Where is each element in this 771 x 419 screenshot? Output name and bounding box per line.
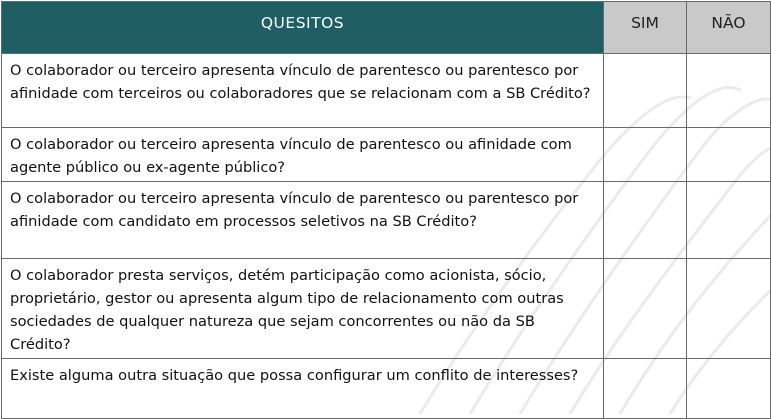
table-row bbox=[2, 54, 771, 128]
header-quesitos: QUESITOS bbox=[2, 2, 604, 54]
table-row bbox=[2, 128, 771, 182]
table-row bbox=[2, 182, 771, 259]
answer-sim-cell[interactable] bbox=[604, 54, 687, 128]
table-row bbox=[2, 259, 771, 359]
question-text: O colaborador ou terceiro apresenta vínculo de parentesco ou parentesco por afinidade com candidato em processos seletivos na SB Crédito? bbox=[2, 182, 604, 259]
question-text: O colaborador presta serviços, detém participação como acionista, sócio, proprietário, gestor ou apresenta algum tipo de relacionamento com outras sociedades de qualquer natureza que sejam concorrentes ou não da SB Crédito? bbox=[2, 259, 604, 359]
answer-sim-cell[interactable] bbox=[604, 259, 687, 359]
answer-nao-cell[interactable] bbox=[687, 182, 771, 259]
header-sim: SIM bbox=[604, 2, 687, 54]
questions-table bbox=[1, 1, 771, 419]
answer-nao-cell[interactable] bbox=[687, 54, 771, 128]
question-text: O colaborador ou terceiro apresenta vínculo de parentesco ou afinidade com agente público ou ex-agente público? bbox=[2, 128, 604, 182]
answer-sim-cell[interactable] bbox=[604, 359, 687, 419]
answer-nao-cell[interactable] bbox=[687, 128, 771, 182]
answer-sim-cell[interactable] bbox=[604, 128, 687, 182]
answer-sim-cell[interactable] bbox=[604, 182, 687, 259]
question-text: Existe alguma outra situação que possa configurar um conflito de interesses? bbox=[2, 359, 604, 419]
question-text: O colaborador ou terceiro apresenta vínculo de parentesco ou parentesco por afinidade com terceiros ou colaboradores que se relacionam com a SB Crédito? bbox=[2, 54, 604, 128]
answer-nao-cell[interactable] bbox=[687, 359, 771, 419]
answer-nao-cell[interactable] bbox=[687, 259, 771, 359]
header-nao: NÃO bbox=[687, 2, 771, 54]
table-row bbox=[2, 359, 771, 419]
table-header-row bbox=[2, 2, 771, 54]
